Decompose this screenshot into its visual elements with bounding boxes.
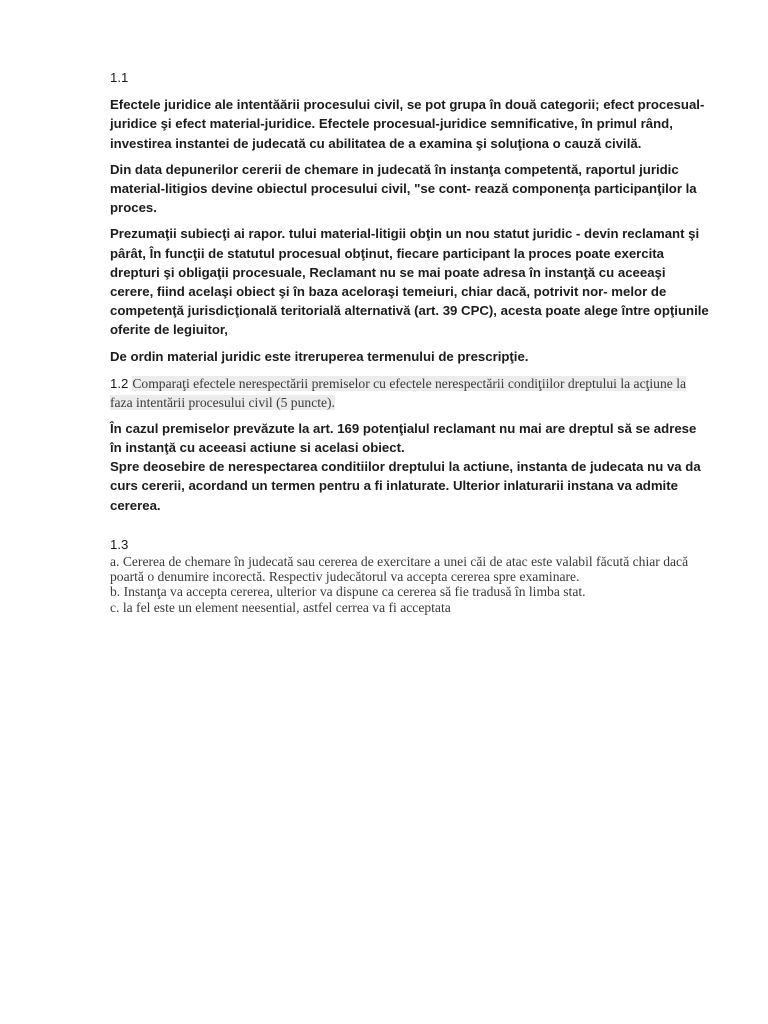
section-1-3-item-b: b. Instanţa va accepta cererea, ulterior va dispune ca cererea să fie tradusă în limba stat. xyxy=(110,584,586,600)
section-1-2-number: 1.2 xyxy=(110,375,129,391)
section-1-2-question xyxy=(110,374,710,412)
section-1-1-paragraph-2: Din data depunerilor cererii de chemare in judecată în instanţa competentă, raportul juridic material-litigios devine obiectul procesului civil, "se cont- rează componenţa participanţilor la proces. xyxy=(110,161,697,216)
section-1-3-heading: 1.3 xyxy=(110,536,129,552)
section-1-3-item-a: a. Cererea de chemare în judecată sau cererea de exercitare a unei căi de atac este valabil făcută chiar dacă poartă o denumire incorectă. Respectiv judecătorul va accepta cererea spre examinare. xyxy=(110,554,689,585)
section-1-1-paragraph-1: Efectele juridice ale intentăării procesului civil, se pot grupa în două categorii; efect procesual-juridice şi efect material-juridice. Efectele procesual-juridice semnificative, în primul rând, investirea instantei de judecată cu abilitatea de a examina şi soluţiona o cauză civilă. xyxy=(110,97,705,151)
document-page xyxy=(110,68,710,615)
section-1-1-paragraph-3: Prezumaţii subiecţi ai rapor. tului material-litigii obţin un nou statut juridic - devin reclamant şi pârât, În funcţii de statutul procesual obţinut, fiecare participant la proces poate exercita drepturi şi obligaţii procesuale, Reclamant nu se mai poate adresa în instanţă cu aceeaşi cerere, fiind acelaşi obiect şi în baza aceloraşi temeiuri, chiar dacă, potrivit nor- melor de competenţă jurisdicţională teritorială alternativă (art. 39 CPC), acesta poate alege între opţiunile oferite de legiuitor, xyxy=(110,226,709,338)
section-1-1-paragraph-4: De ordin material juridic este itreruperea termenului de prescripţie. xyxy=(110,348,529,364)
section-1-2-question-text: Comparaţi efectele nerespectării premiselor cu efectele nerespectării condiţiilor dreptului la acţiune la faza intentării procesului civil (5 puncte). xyxy=(110,375,687,410)
section-1-3-item-c: c. la fel este un element neesential, astfel cerrea va fi acceptata xyxy=(110,599,451,615)
section-1-2-answer-2: Spre deosebire de nerespectarea conditiilor dreptului la actiune, instanta de judecata nu va da curs cererii, acordand un termen pentru a fi inlaturate. Ulterior inlaturarii instana va admite cererea. xyxy=(110,459,701,513)
section-1-1-heading: 1.1 xyxy=(110,70,129,85)
section-1-2-answer-1: În cazul premiselor prevăzute la art. 169 potenţialul reclamant nu mai are dreptul să se adrese în instanţă cu aceeasi actiune si acelasi obiect. xyxy=(110,420,697,456)
